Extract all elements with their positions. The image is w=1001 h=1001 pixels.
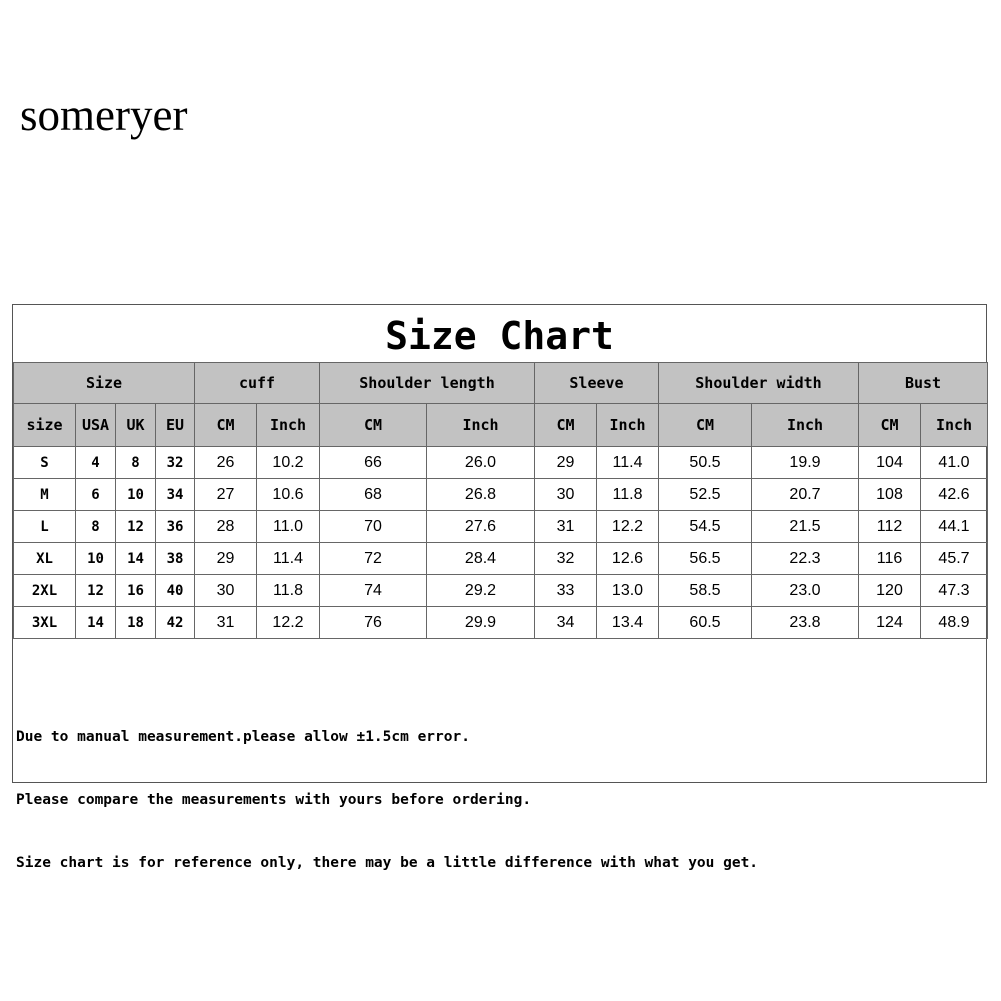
table-cell: 4 [76, 447, 116, 479]
table-cell: 19.9 [752, 447, 859, 479]
table-cell: 36 [156, 511, 195, 543]
table-cell: 42 [156, 607, 195, 639]
table-cell: 48.9 [921, 607, 988, 639]
table-row [14, 575, 988, 607]
note-line: Due to manual measurement.please allow ±1.5cm error. [16, 729, 470, 745]
size-chart [12, 304, 987, 871]
table-cell: 45.7 [921, 543, 988, 575]
table-cell: 26.8 [427, 479, 535, 511]
table-cell: 68 [320, 479, 427, 511]
table-cell: 30 [535, 479, 597, 511]
table-cell: 3XL [14, 607, 76, 639]
unit-header-row [14, 404, 988, 447]
unit-size: size [14, 404, 76, 447]
unit-eu: EU [156, 404, 195, 447]
table-cell: 29.9 [427, 607, 535, 639]
chart-title: Size Chart [385, 314, 614, 358]
table-cell: 8 [76, 511, 116, 543]
unit-shoulder-width-cm: CM [659, 404, 752, 447]
unit-cuff-inch: Inch [257, 404, 320, 447]
table-row [14, 543, 988, 575]
table-cell: 21.5 [752, 511, 859, 543]
brand-name: someryer [20, 90, 188, 140]
table-cell: 11.0 [257, 511, 320, 543]
group-header-row [14, 363, 988, 404]
table-cell: 10 [116, 479, 156, 511]
table-cell: 32 [535, 543, 597, 575]
table-cell: 12.2 [257, 607, 320, 639]
table-cell: 8 [116, 447, 156, 479]
table-cell: 47.3 [921, 575, 988, 607]
table-cell: 42.6 [921, 479, 988, 511]
header-sleeve: Sleeve [535, 363, 659, 404]
table-row [14, 479, 988, 511]
table-cell: 12 [116, 511, 156, 543]
table-cell: 28 [195, 511, 257, 543]
table-cell: 13.4 [597, 607, 659, 639]
table-cell: 108 [859, 479, 921, 511]
note-line: Size chart is for reference only, there may be a little difference with what you get. [16, 855, 759, 871]
table-cell: 52.5 [659, 479, 752, 511]
note-line: Please compare the measurements with yours before ordering. [16, 792, 532, 808]
table-cell: 50.5 [659, 447, 752, 479]
table-cell: 34 [535, 607, 597, 639]
table-cell: 30 [195, 575, 257, 607]
table-cell: 14 [116, 543, 156, 575]
table-cell: 22.3 [752, 543, 859, 575]
table-cell: 27 [195, 479, 257, 511]
table-cell: 20.7 [752, 479, 859, 511]
unit-shoulder-width-inch: Inch [752, 404, 859, 447]
table-cell: L [14, 511, 76, 543]
unit-sleeve-cm: CM [535, 404, 597, 447]
unit-shoulder-length-cm: CM [320, 404, 427, 447]
table-cell: 12.6 [597, 543, 659, 575]
table-cell: 13.0 [597, 575, 659, 607]
table-cell: 40 [156, 575, 195, 607]
table-cell: 18 [116, 607, 156, 639]
table-cell: 31 [195, 607, 257, 639]
table-cell: 27.6 [427, 511, 535, 543]
table-cell: 116 [859, 543, 921, 575]
table-cell: 29.2 [427, 575, 535, 607]
table-cell: 31 [535, 511, 597, 543]
table-cell: 26 [195, 447, 257, 479]
table-cell: 23.0 [752, 575, 859, 607]
table-cell: 6 [76, 479, 116, 511]
table-cell: S [14, 447, 76, 479]
table-cell: 11.4 [597, 447, 659, 479]
table-cell: 104 [859, 447, 921, 479]
table-cell: 14 [76, 607, 116, 639]
table-cell: 11.8 [257, 575, 320, 607]
unit-sleeve-inch: Inch [597, 404, 659, 447]
table-cell: 28.4 [427, 543, 535, 575]
table-cell: 58.5 [659, 575, 752, 607]
table-cell: 10 [76, 543, 116, 575]
table-cell: 10.6 [257, 479, 320, 511]
table-cell: 26.0 [427, 447, 535, 479]
table-cell: 12 [76, 575, 116, 607]
header-shoulder-width: Shoulder width [659, 363, 859, 404]
table-cell: 11.4 [257, 543, 320, 575]
table-cell: 23.8 [752, 607, 859, 639]
table-row [14, 511, 988, 543]
table-cell: 38 [156, 543, 195, 575]
table-cell: 60.5 [659, 607, 752, 639]
table-cell: 16 [116, 575, 156, 607]
table-cell: M [14, 479, 76, 511]
header-shoulder-length: Shoulder length [320, 363, 535, 404]
table-cell: 76 [320, 607, 427, 639]
table-cell: 120 [859, 575, 921, 607]
unit-shoulder-length-inch: Inch [427, 404, 535, 447]
size-table [13, 362, 988, 639]
table-cell: 54.5 [659, 511, 752, 543]
unit-cuff-cm: CM [195, 404, 257, 447]
table-cell: 74 [320, 575, 427, 607]
table-cell: 29 [535, 447, 597, 479]
table-cell: 72 [320, 543, 427, 575]
table-cell: XL [14, 543, 76, 575]
table-cell: 33 [535, 575, 597, 607]
table-cell: 70 [320, 511, 427, 543]
unit-uk: UK [116, 404, 156, 447]
unit-usa: USA [76, 404, 116, 447]
header-bust: Bust [859, 363, 988, 404]
table-cell: 2XL [14, 575, 76, 607]
table-cell: 11.8 [597, 479, 659, 511]
table-cell: 56.5 [659, 543, 752, 575]
header-size: Size [14, 363, 195, 404]
unit-bust-cm: CM [859, 404, 921, 447]
table-row [14, 607, 988, 639]
table-row [14, 447, 988, 479]
unit-bust-inch: Inch [921, 404, 988, 447]
table-cell: 41.0 [921, 447, 988, 479]
header-cuff: cuff [195, 363, 320, 404]
table-cell: 112 [859, 511, 921, 543]
table-cell: 34 [156, 479, 195, 511]
table-cell: 29 [195, 543, 257, 575]
table-cell: 44.1 [921, 511, 988, 543]
table-cell: 12.2 [597, 511, 659, 543]
table-cell: 66 [320, 447, 427, 479]
table-cell: 124 [859, 607, 921, 639]
table-cell: 32 [156, 447, 195, 479]
table-cell: 10.2 [257, 447, 320, 479]
notes [16, 685, 758, 916]
